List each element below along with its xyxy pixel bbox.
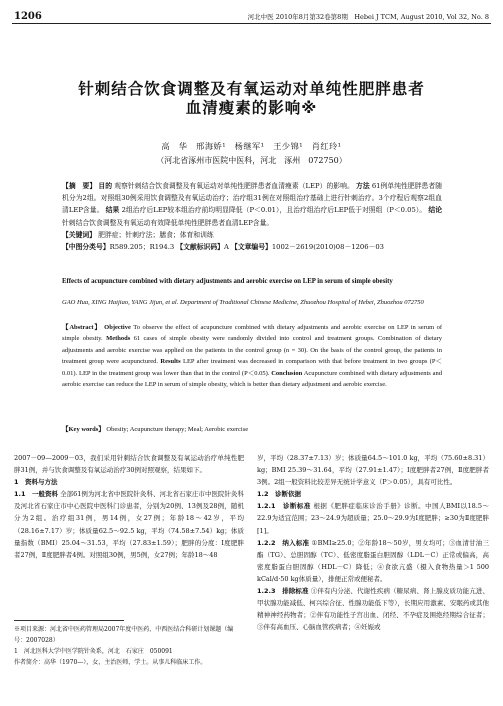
diagnostic-criteria-text: 根据《肥胖症临床诊治手册》诊断。中国人BMI以18.5～22.9为适宜范围；23～24.9为超质量；25.0～29.9为I度肥胖；≥30为Ⅱ度肥胖[1]。 — [257, 502, 489, 535]
english-abstract — [62, 322, 442, 390]
footnote-funding: ※项目来源：河北省中医药管理局2007年度中医药、中西医结合科研计划课题（编号：2007028） — [14, 626, 234, 644]
en-conclusion-text: Acupuncture combined with dietary adjustments and aerobic exercise can reduce the LEP in serum of simple obesity, which is better than dietary adjustment and aerobic exercise. — [62, 369, 442, 389]
keywords-label: 【关键词】 — [62, 230, 96, 239]
article-title-line1: 针刺结合饮食调整及有氧运动对单纯性肥胖患者 — [78, 80, 425, 98]
subsection-heading-diagnosis: 1.2 诊断依据 — [257, 490, 302, 499]
class-number-label: 【中图分类号】 — [62, 243, 110, 252]
author-affiliation: （河北省涿州市医院中医科，河北 涿州 072750） — [156, 156, 347, 165]
journal-running-header: 河北中医 2010年8月第32卷第8期 Hebei J TCM, August 2010, Vol 32, No. 8 — [247, 13, 489, 21]
en-objective-label: Objective — [104, 324, 131, 331]
result-label: 结果 — [105, 206, 120, 215]
en-methods-label: Methods — [106, 335, 131, 343]
english-affiliation: GAO Hua, XING Haijiao, YANG Jijun, et al. Department of Traditional Chinese Medicine, Zhuozhou Hospital of Hebei, Zhuozhou 072750 — [62, 299, 424, 306]
english-keywords — [62, 424, 442, 433]
keywords-text: 肥胖症；针刺疗法；膳食；体育和训练 — [98, 230, 214, 239]
inclusion-criteria-text: ①BMI≥25.0；②年龄18～50岁，男女均可；③血清甘油三酯（TG）、总胆固醇（TC）、低密度脂蛋白胆固醇（LDL－C）正常或偏高，高密度脂蛋白胆固醇（HDL－C）降低；④食欲亢盛（摄入食物热量＞1 500 kCal/d·50 kg体质量），排便正常或便秘者。 — [257, 538, 489, 583]
chinese-abstract — [62, 180, 442, 253]
author-list: 高 华 邢海娇¹ 杨继军¹ 王少锦¹ 肖红玲¹ — [161, 141, 342, 151]
document-code: A — [223, 243, 229, 252]
en-results-label: Results — [160, 358, 181, 366]
en-results-text: LEP after treatment was decreased in comparison with that before treatment in two groups (P＜0.01). LEP in the treatment group was lower than that in the control (P＜0.05). — [62, 358, 442, 377]
method-label: 方法 — [355, 182, 370, 190]
document-code-label: 【文献标识码】 — [176, 243, 224, 252]
continued-text: 岁，平均（28.37±7.13）岁；体质量64.5～101.0 kg，平均（75.60±8.31）kg；BMI 25.39～31.64，平均（27.91±1.47）；I度肥胖者27例，Ⅱ度肥胖者3例。2组一般资料比较差异无统计学意义（P＞0.05），具有可比性。 — [257, 454, 489, 487]
general-data-text: 全部61例为河北省中医院针灸科、河北省石家庄市中医院针灸科及河北省石家庄市中心医院中医科门诊患者，分别为20例、13例及28例，随机分为2组。治疗组31例，男14例，女27例；年龄18～42岁，平均（28.16±7.17）岁；体质量62.5～92.5 kg，平均（74.58±7.54）kg；体质量指数（BMI）25.04～31.53，平均（27.83±1.59）；肥胖的分度：I度肥胖者27例，Ⅱ度肥胖者4例。对照组30例，男5例，女27例；年龄18～48 — [14, 490, 244, 559]
en-keywords-label: 【Key words】 — [62, 426, 105, 433]
objective-text: 观察针刺结合饮食调整及有氧运动对单纯性肥胖患者血清瘦素（LEP）的影响。 — [114, 182, 354, 190]
section-heading-materials-methods: 1 资料与方法 — [14, 478, 58, 487]
body-left-column — [14, 452, 244, 561]
body-right-column — [257, 452, 489, 633]
article-number: 1002－2619(2010)08－1206－03 — [271, 243, 384, 252]
result-text: 2组治疗后LEP较本组治疗前均明显降低（P＜0.01），且治疗组治疗后LEP低于对照组（P＜0.05）。 — [121, 206, 427, 215]
exclusion-criteria-text: ①伴有内分泌、代谢性疾病（糖尿病、肾上腺皮质功能亢进、甲状腺功能减低、柯兴综合征、性腺功能低下等），长期应用激素、安眠药或其他精神神经药物者；②伴有功能性子宫出血、闭经、不孕症及围绝经期综合征者；③伴有高血压、心脑血管疾病者；④妊娠或 — [257, 587, 489, 632]
subsection-heading-general-data: 1.1 一般资料 — [14, 490, 59, 499]
subsection-heading-inclusion: 1.2.2 纳入标准 — [257, 538, 310, 547]
summary-label: 【摘 要】 — [62, 182, 97, 190]
header-rule — [12, 23, 491, 24]
intro-paragraph: 2007－09—2009－03，我们采用针刺结合饮食调整及有氧运动治疗单纯性肥胖31例，并与饮食调整及有氧运动治疗30例对照观察，结果如下。 — [14, 454, 244, 475]
en-abstract-label: 【Abstract】 — [62, 324, 102, 331]
en-keywords-text: Obesity; Acupuncture therapy; Meal; Aerobic exercise — [106, 426, 249, 433]
subsection-heading-diagnostic-criteria: 1.2.1 诊断标准 — [257, 502, 311, 511]
conclusion-text: 针刺结合饮食调整及有氧运动有效降低单纯性肥胖患者血清LEP含量。 — [62, 218, 274, 227]
en-methods-text: 61 cases of simple obesity were randomly divided into control and treatment groups. Combination of dietary adjustments and aerobic exercise was applied on the patients in the control group (n = 30). On the basis of the control group, the patients in treatment group were acupunctured. — [62, 335, 443, 366]
english-title: Effects of acupuncture combined with dietary adjustments and aerobic exercise on LEP in serum of simple obesity — [62, 278, 393, 285]
footnote-rule — [14, 620, 124, 621]
footnote-author-intro: 作者简介：高华（1970—），女，主治医师，学士。从事儿科临床工作。 — [14, 659, 207, 666]
en-conclusion-label: Conclusion — [271, 369, 303, 377]
conclusion-label: 结论 — [428, 206, 442, 215]
objective-label: 目的 — [98, 182, 113, 190]
article-number-label: 【文章编号】 — [231, 243, 272, 252]
article-title-line2: 血清瘦素的影响※ — [185, 99, 318, 117]
footnote-unit: 1 河北医科大学中医学院针灸系，河北 石家庄 050091 — [14, 648, 173, 655]
page-number: 1206 — [14, 11, 42, 22]
en-objective-text: To observe the effect of acupuncture combined with dietary adjustments and aerobic exercise on LEP in serum of simple obesity. — [62, 324, 442, 343]
footnote-block — [14, 624, 244, 668]
subsection-heading-exclusion: 1.2.3 排除标准 — [257, 587, 309, 596]
class-number: R589.205；R194.3 — [109, 243, 175, 252]
method-text: 61例单纯性肥胖患者随机分为2组。对照组30例采用饮食调整及有氧运动治疗；治疗组31例在对照组治疗基础上进行针刺治疗。3个疗程后观察2组血清LEP含量。 — [62, 182, 442, 215]
